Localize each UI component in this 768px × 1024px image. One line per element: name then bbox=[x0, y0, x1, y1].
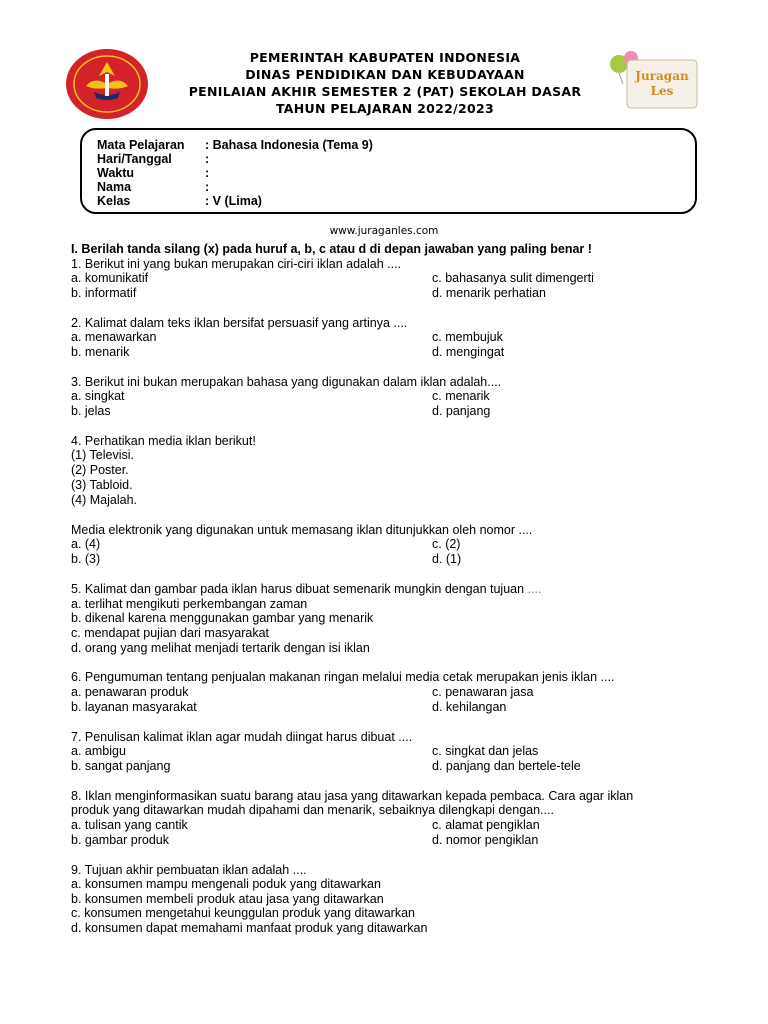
info-label: Kelas bbox=[97, 194, 131, 208]
option-7a: a. ambigu bbox=[71, 744, 126, 758]
media-item-4: (4) Majalah. bbox=[71, 493, 137, 507]
media-item-1: (1) Televisi. bbox=[71, 448, 134, 462]
option-5a: a. terlihat mengikuti perkembangan zaman bbox=[71, 597, 308, 611]
instruction-text: I. Berilah tanda silang (x) pada huruf a, b, c atau d di depan jawaban yang paling benar ! bbox=[71, 242, 592, 256]
question-5-text: 5. Kalimat dan gambar pada iklan harus dibuat semenarik mungkin dengan tujuan bbox=[71, 582, 525, 596]
question-3: 3. Berikut ini bukan merupakan bahasa yang digunakan dalam iklan adalah.... bbox=[71, 375, 502, 389]
question-5-dots: .... bbox=[527, 582, 542, 596]
info-row-class bbox=[97, 194, 262, 208]
option-5c: c. mendapat pujian dari masyarakat bbox=[71, 626, 270, 640]
info-label: Mata Pelajaran bbox=[97, 138, 185, 152]
media-item-3: (3) Tabloid. bbox=[71, 478, 133, 492]
option-5b: b. dikenal karena menggunakan gambar yang menarik bbox=[71, 611, 374, 625]
option-3a: a. singkat bbox=[71, 389, 125, 403]
option-4d: d. (1) bbox=[432, 552, 462, 566]
option-4a: a. (4) bbox=[71, 537, 101, 551]
option-9d: d. konsumen dapat memahami manfaat produk yang ditawarkan bbox=[71, 921, 428, 935]
question-9: 9. Tujuan akhir pembuatan iklan adalah .... bbox=[71, 863, 307, 877]
option-9b: b. konsumen membeli produk atau jasa yang ditawarkan bbox=[71, 892, 384, 906]
option-6d: d. kehilangan bbox=[432, 700, 507, 714]
media-item-2: (2) Poster. bbox=[71, 463, 129, 477]
brand-text-1: Juragan bbox=[635, 69, 689, 83]
option-3c: c. menarik bbox=[432, 389, 490, 403]
option-8b: b. gambar produk bbox=[71, 833, 169, 847]
question-8-line-2: produk yang ditawarkan mudah dipahami dan menarik, sebaiknya dilengkapi dengan.... bbox=[71, 803, 554, 817]
header-line-1: PEMERINTAH KABUPATEN INDONESIA bbox=[249, 50, 521, 65]
option-7b: b. sangat panjang bbox=[71, 759, 171, 773]
question-5 bbox=[71, 582, 541, 597]
question-7: 7. Penulisan kalimat iklan agar mudah diingat harus dibuat .... bbox=[71, 730, 413, 744]
website-link[interactable]: www.juraganles.com bbox=[329, 225, 439, 237]
brand-text-2: Les bbox=[650, 84, 674, 98]
juragan-les-logo bbox=[605, 50, 701, 114]
option-3d: d. panjang bbox=[432, 404, 491, 418]
option-1c: c. bahasanya sulit dimengerti bbox=[432, 271, 594, 285]
info-row-subject bbox=[97, 138, 373, 152]
tut-wuri-handayani-logo bbox=[64, 46, 150, 122]
option-7d: d. panjang dan bertele-tele bbox=[432, 759, 581, 773]
option-4c: c. (2) bbox=[432, 537, 461, 551]
header-line-2: DINAS PENDIDIKAN DAN KEBUDAYAAN bbox=[245, 67, 525, 82]
option-8a: a. tulisan yang cantik bbox=[71, 818, 188, 832]
question-8-line-1: 8. Iklan menginformasikan suatu barang atau jasa yang ditawarkan kepada pembaca. Cara agar iklan bbox=[71, 789, 634, 803]
option-7c: c. singkat dan jelas bbox=[432, 744, 539, 758]
option-1d: d. menarik perhatian bbox=[432, 286, 546, 300]
info-label: Nama bbox=[97, 180, 132, 194]
option-2c: c. membujuk bbox=[432, 330, 503, 344]
header-line-4: TAHUN PELAJARAN 2022/2023 bbox=[275, 101, 495, 116]
option-9a: a. konsumen mampu mengenali poduk yang ditawarkan bbox=[71, 877, 381, 891]
info-row-date bbox=[97, 152, 209, 166]
option-2d: d. mengingat bbox=[432, 345, 505, 359]
info-row-time bbox=[97, 166, 209, 180]
info-label: Hari/Tanggal bbox=[97, 152, 172, 166]
option-8d: d. nomor pengiklan bbox=[432, 833, 539, 847]
info-value: : bbox=[205, 180, 210, 194]
option-4b: b. (3) bbox=[71, 552, 101, 566]
info-value: : Bahasa Indonesia (Tema 9) bbox=[205, 138, 373, 152]
option-1a: a. komunikatif bbox=[71, 271, 149, 285]
option-6b: b. layanan masyarakat bbox=[71, 700, 197, 714]
option-2a: a. menawarkan bbox=[71, 330, 157, 344]
question-6: 6. Pengumuman tentang penjualan makanan ringan melalui media cetak merupakan jenis iklan .... bbox=[71, 670, 615, 684]
option-1b: b. informatif bbox=[71, 286, 137, 300]
option-3b: b. jelas bbox=[71, 404, 111, 418]
student-info-box bbox=[80, 128, 697, 214]
question-1: 1. Berikut ini yang bukan merupakan ciri-ciri iklan adalah .... bbox=[71, 257, 402, 271]
info-value: : V (Lima) bbox=[205, 194, 262, 208]
option-5d: d. orang yang melihat menjadi tertarik dengan isi iklan bbox=[71, 641, 370, 655]
question-4-prompt: Media elektronik yang digunakan untuk memasang iklan ditunjukkan oleh nomor .... bbox=[71, 523, 533, 537]
question-4: 4. Perhatikan media iklan berikut! bbox=[71, 434, 256, 448]
option-8c: c. alamat pengiklan bbox=[432, 818, 540, 832]
option-2b: b. menarik bbox=[71, 345, 130, 359]
info-value: : bbox=[205, 166, 210, 180]
info-label: Waktu bbox=[97, 166, 135, 180]
option-9c: c. konsumen mengetahui keunggulan produk yang ditawarkan bbox=[71, 906, 415, 920]
option-6c: c. penawaran jasa bbox=[432, 685, 534, 699]
header-line-3: PENILAIAN AKHIR SEMESTER 2 (PAT) SEKOLAH DASAR bbox=[188, 84, 582, 99]
info-value: : bbox=[205, 152, 210, 166]
info-row-name bbox=[97, 180, 209, 194]
question-2: 2. Kalimat dalam teks iklan bersifat persuasif yang artinya .... bbox=[71, 316, 408, 330]
option-6a: a. penawaran produk bbox=[71, 685, 189, 699]
